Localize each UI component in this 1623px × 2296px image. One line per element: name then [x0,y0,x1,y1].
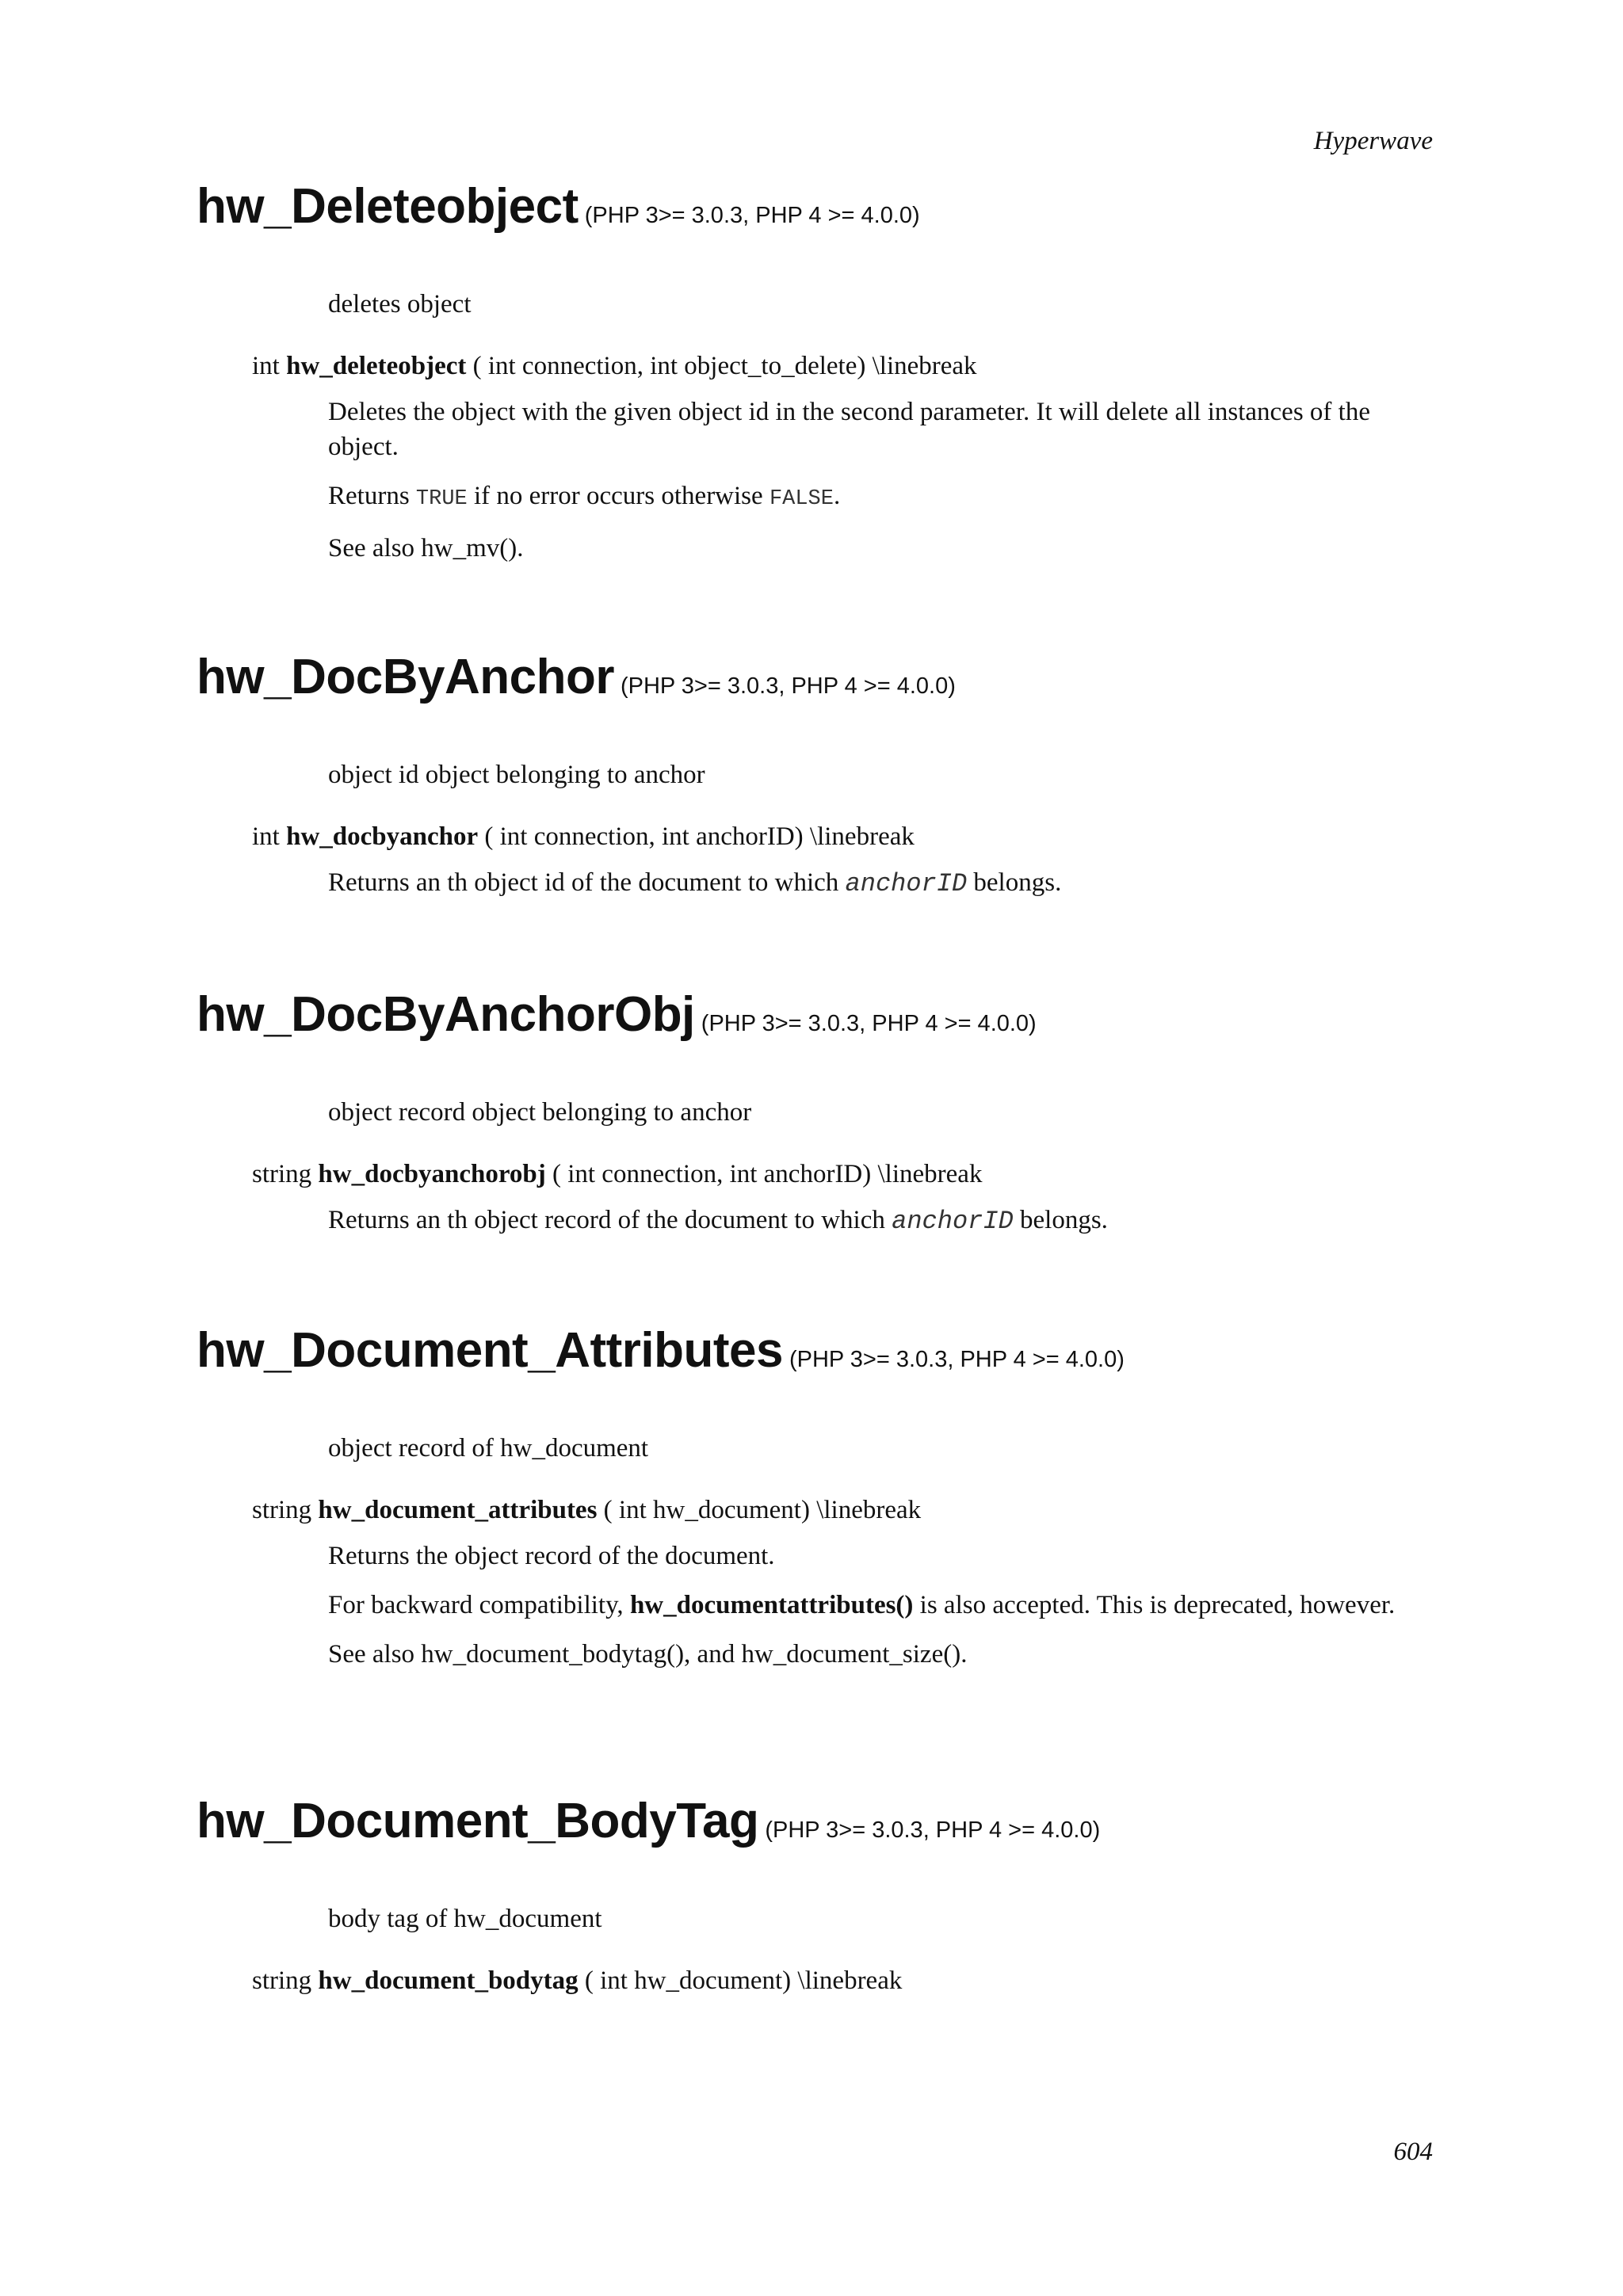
entry-heading [197,1323,1433,1378]
function-purpose: object id object belonging to anchor [328,761,705,789]
version-info: (PHP 3>= 3.0.3, PHP 4 >= 4.0.0) [620,673,956,699]
running-header: Hyperwave [1313,127,1433,155]
entry-hw-document-attributes [197,1323,1433,1672]
function-synopsis [252,819,1433,854]
entry-hw-docbyanchorobj [197,987,1433,1239]
function-signature-name: hw_docbyanchor [286,822,479,851]
return-type: string [252,1496,312,1524]
entry-heading [197,987,1433,1042]
version-info: (PHP 3>= 3.0.3, PHP 4 >= 4.0.0) [701,1011,1037,1036]
function-signature-name: hw_document_attributes [318,1496,598,1524]
function-synopsis [252,1157,1433,1192]
version-info: (PHP 3>= 3.0.3, PHP 4 >= 4.0.0) [765,1817,1101,1843]
description-paragraph [328,1203,1434,1239]
function-purpose: object record object belonging to anchor [328,1098,752,1127]
parameter-name: anchorID [892,1207,1014,1236]
text: belongs. [973,868,1062,897]
compatibility-paragraph [328,1588,1434,1623]
deprecated-function-name: hw_documentattributes() [629,1591,914,1619]
entry-heading [197,179,1433,234]
entry-hw-document-bodytag [197,1794,1433,1998]
function-synopsis [252,349,1433,383]
function-signature-name: hw_document_bodytag [318,1966,579,1995]
text: . [833,482,841,510]
parameter-name: anchorID [845,869,968,898]
entry-heading [197,1794,1433,1848]
function-title: hw_DocByAnchor [197,650,614,704]
function-synopsis [252,1963,1433,1998]
text: Returns an th object record of the document to which [328,1206,885,1234]
function-synopsis [252,1493,1433,1527]
function-title: hw_DocByAnchorObj [197,987,695,1042]
return-value-paragraph [328,479,1434,517]
entry-hw-docbyanchor [197,650,1433,902]
text: belongs. [1020,1206,1108,1234]
function-purpose: object record of hw_document [328,1434,649,1463]
constant-true: TRUE [415,487,468,511]
text: if no error occurs otherwise [473,482,763,510]
function-signature-name: hw_deleteobject [286,352,467,380]
see-also: See also hw_document_bodytag(), and hw_document_size(). [328,1640,968,1669]
page-number: 604 [1393,2138,1433,2166]
text: is also accepted. This is deprecated, however. [919,1591,1396,1619]
return-type: string [252,1966,312,1995]
description-paragraph: Returns the object record of the document. [328,1542,775,1570]
return-type: int [252,822,280,851]
description-paragraph: Deletes the object with the given object id in the second parameter. It will delete all instances of the object. [328,398,1370,461]
function-purpose: deletes object [328,290,472,318]
see-also: See also hw_mv(). [328,534,524,563]
constant-false: FALSE [769,487,834,511]
version-info: (PHP 3>= 3.0.3, PHP 4 >= 4.0.0) [789,1347,1125,1372]
version-info: (PHP 3>= 3.0.3, PHP 4 >= 4.0.0) [584,203,920,228]
function-signature-name: hw_docbyanchorobj [318,1160,546,1188]
function-purpose: body tag of hw_document [328,1905,602,1933]
function-params: ( int connection, int anchorID) \linebreak [552,1160,983,1188]
return-type: int [252,352,280,380]
entry-hw-deleteobject [197,179,1433,566]
text: Returns [328,482,410,510]
description-paragraph [328,865,1434,902]
function-params: ( int hw_document) \linebreak [603,1496,922,1524]
entry-heading [197,650,1433,704]
text: For backward compatibility, [328,1591,624,1619]
function-title: hw_Document_BodyTag [197,1794,759,1848]
function-params: ( int connection, int object_to_delete) \linebreak [472,352,977,380]
text: Returns an th object id of the document to which [328,868,839,897]
function-params: ( int hw_document) \linebreak [584,1966,903,1995]
return-type: string [252,1160,312,1188]
function-params: ( int connection, int anchorID) \linebreak [484,822,915,851]
function-title: hw_Deleteobject [197,179,579,234]
function-title: hw_Document_Attributes [197,1323,783,1378]
